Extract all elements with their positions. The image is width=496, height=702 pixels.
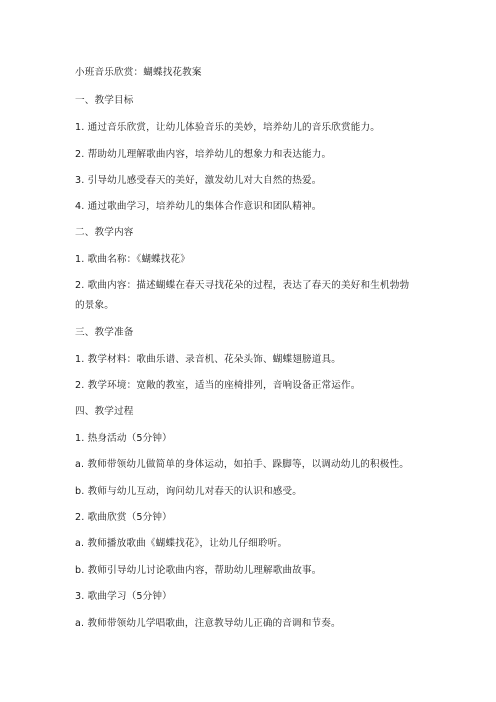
text-line: 2. 歌曲内容：描述蝴蝶在春天寻找花朵的过程，表达了春天的美好和生机勃勃	[75, 280, 410, 291]
text-line: a. 教师播放歌曲《蝴蝶找花》，让幼儿仔细聆听。	[75, 538, 288, 549]
section-heading: 一、教学目标	[75, 95, 134, 106]
text-line: a. 教师带领幼儿学唱歌曲，注意教导幼儿正确的音调和节奏。	[75, 618, 341, 629]
text-line: 3. 歌曲学习（5分钟）	[75, 591, 172, 602]
text-line: 2. 教学环境：宽敞的教室，适当的座椅排列，音响设备正常运作。	[75, 380, 361, 391]
text-line: 的景象。	[75, 300, 114, 311]
text-line: 1. 通过音乐欣赏，让幼儿体验音乐的美妙，培养幼儿的音乐欣赏能力。	[75, 122, 380, 133]
text-line: 2. 帮助幼儿理解歌曲内容，培养幼儿的想象力和表达能力。	[75, 149, 332, 160]
text-line: 1. 热身活动（5分钟）	[75, 433, 172, 444]
text-line: b. 教师与幼儿互动，询问幼儿对春天的认识和感受。	[75, 486, 303, 497]
text-line: 2. 歌曲欣赏（5分钟）	[75, 512, 172, 523]
text-line: 3. 引导幼儿感受春天的美好，激发幼儿对大自然的热爱。	[75, 175, 322, 186]
section-heading: 三、教学准备	[75, 327, 134, 338]
text-line: 1. 歌曲名称：《蝴蝶找花》	[75, 254, 191, 265]
text-line: 1. 教学材料：歌曲乐谱、录音机、花朵头饰、蝴蝶翅膀道具。	[75, 354, 341, 365]
section-heading: 二、教学内容	[75, 227, 134, 238]
text-line: b. 教师引导幼儿讨论歌曲内容，帮助幼儿理解歌曲故事。	[75, 565, 322, 576]
section-heading: 四、教学过程	[75, 406, 134, 417]
text-line: 4. 通过歌曲学习，培养幼儿的集体合作意识和团队精神。	[75, 201, 322, 212]
text-line: a. 教师带领幼儿做简单的身体运动，如拍手、跺脚等，以调动幼儿的积极性。	[75, 459, 409, 470]
document-title: 小班音乐欣赏：蝴蝶找花教案	[75, 67, 202, 78]
